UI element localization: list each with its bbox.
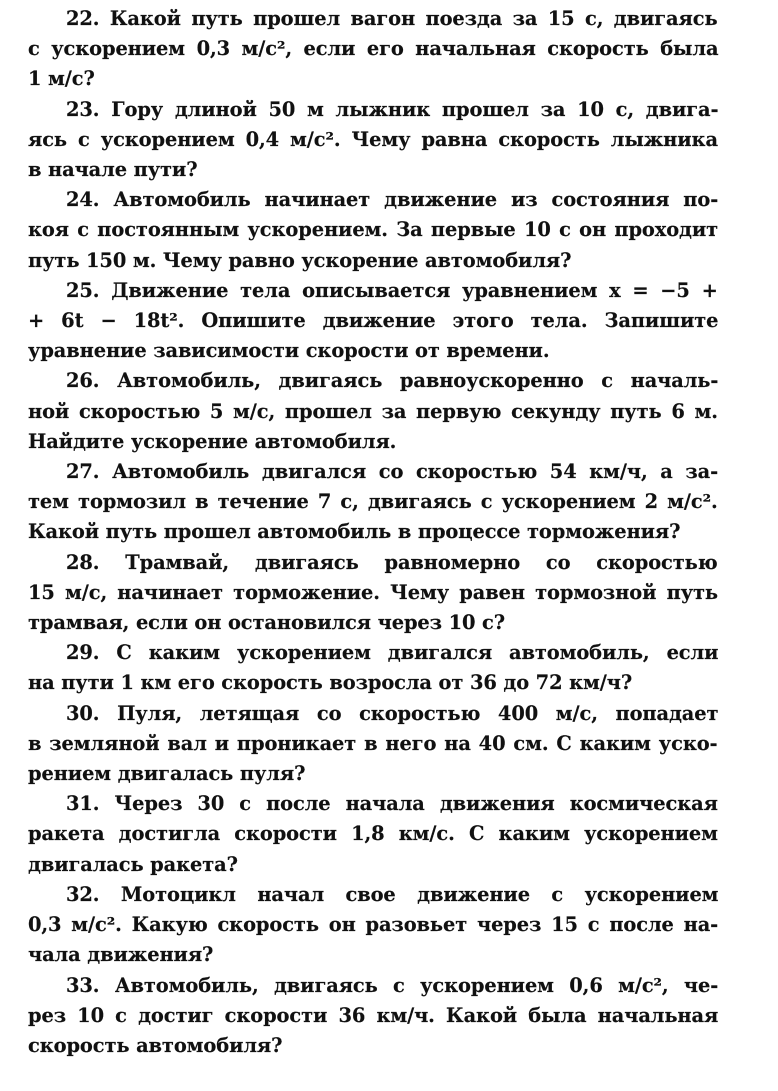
problem-line bbox=[28, 306, 718, 336]
problem-text: 1 м/с? bbox=[28, 67, 95, 91]
problem-line bbox=[28, 215, 718, 245]
problem-line bbox=[28, 638, 718, 668]
problem-number: 25. bbox=[66, 278, 100, 302]
problem-number: 22. bbox=[66, 7, 100, 30]
problem-line bbox=[28, 789, 718, 819]
problem-text: уравнение зависимости скорости от времени. bbox=[28, 339, 550, 363]
problem-line bbox=[28, 276, 718, 306]
problem-24 bbox=[28, 185, 718, 276]
problem-line bbox=[28, 155, 718, 185]
problem-text: Через 30 с после начала движения космическая bbox=[114, 792, 718, 816]
problem-text: рез 10 с достиг скорости 36 км/ч. Какой была начальная bbox=[28, 1003, 719, 1027]
problem-text: + 6t − 18t². Опишите движение этого тела. Запишите bbox=[28, 309, 719, 333]
problem-31 bbox=[28, 789, 718, 880]
problem-text: Автомобиль начинает движение из состояния по- bbox=[113, 188, 719, 212]
problem-line bbox=[28, 125, 718, 155]
problem-number: 26. bbox=[66, 369, 100, 393]
problem-line bbox=[28, 1031, 718, 1061]
problem-text: Какой путь прошел автомобиль в процессе торможения? bbox=[28, 520, 681, 544]
problem-text: Автомобиль, двигаясь с ускорением 0,6 м/с², че- bbox=[114, 973, 719, 997]
problem-27 bbox=[28, 457, 718, 548]
problem-number: 27. bbox=[66, 460, 100, 484]
problem-number: 23. bbox=[66, 97, 100, 121]
problem-line bbox=[28, 336, 718, 366]
problem-line bbox=[28, 397, 718, 427]
problem-text: ной скоростью 5 м/с, прошел за первую секунду путь 6 м. bbox=[28, 399, 718, 423]
problem-number: 30. bbox=[66, 701, 100, 725]
problem-line bbox=[28, 699, 718, 729]
problem-line bbox=[28, 246, 718, 276]
problem-text: в земляной вал и проникает в него на 40 см. С каким уско- bbox=[28, 731, 718, 755]
problem-line bbox=[28, 64, 718, 94]
problem-line bbox=[28, 4, 718, 34]
problem-line bbox=[28, 819, 718, 849]
problem-text: скорость автомобиля? bbox=[28, 1033, 283, 1057]
problem-number: 33. bbox=[66, 973, 100, 997]
problem-line bbox=[28, 729, 718, 759]
problem-text: Какой путь прошел вагон поезда за 15 с, двигаясь bbox=[109, 7, 718, 30]
problem-text: двигалась ракета? bbox=[28, 852, 238, 876]
problem-text: ракета достигла скорости 1,8 км/с. С каким ускорением bbox=[28, 822, 718, 846]
problem-33 bbox=[28, 971, 718, 1062]
problem-text: коя с постоянным ускорением. За первые 10 с он проходит bbox=[28, 218, 719, 242]
problem-number: 32. bbox=[66, 882, 100, 906]
problem-text: путь 150 м. Чему равно ускорение автомобиля? bbox=[28, 248, 572, 272]
problem-number: 24. bbox=[66, 188, 100, 212]
problem-26 bbox=[28, 366, 718, 457]
problem-32 bbox=[28, 880, 718, 971]
problem-line bbox=[28, 668, 718, 698]
problem-text: рением двигалась пуля? bbox=[28, 762, 306, 786]
problem-line bbox=[28, 517, 718, 547]
problem-text: на пути 1 км его скорость возросла от 36 до 72 км/ч? bbox=[28, 671, 633, 695]
problem-line bbox=[28, 940, 718, 970]
problem-28 bbox=[28, 548, 718, 639]
problem-25 bbox=[28, 276, 718, 367]
problem-text: с ускорением 0,3 м/с², если его начальная скорость была bbox=[28, 37, 719, 61]
problem-text: в начале пути? bbox=[28, 158, 198, 182]
problem-22 bbox=[28, 4, 718, 95]
problem-text: Автомобиль, двигаясь равноускоренно с началь- bbox=[117, 369, 719, 393]
problem-line bbox=[28, 548, 718, 578]
problem-line bbox=[28, 366, 718, 396]
problem-line bbox=[28, 1001, 718, 1031]
problem-line bbox=[28, 95, 718, 125]
problem-line bbox=[28, 759, 718, 789]
problem-line bbox=[28, 971, 718, 1001]
problem-text: чала движения? bbox=[28, 943, 214, 967]
problem-line bbox=[28, 185, 718, 215]
problem-text: Пуля, летящая со скоростью 400 м/с, попадает bbox=[117, 701, 719, 725]
problem-text: 15 м/с, начинает торможение. Чему равен тормозной путь bbox=[28, 580, 718, 604]
problem-text: Трамвай, двигаясь равномерно со скоростью bbox=[125, 550, 718, 574]
problem-line bbox=[28, 457, 718, 487]
problem-text: С каким ускорением двигался автомобиль, если bbox=[116, 641, 719, 665]
problem-23 bbox=[28, 95, 718, 186]
problem-number: 29. bbox=[66, 641, 100, 665]
problem-line bbox=[28, 608, 718, 638]
problem-29 bbox=[28, 638, 718, 698]
problem-line bbox=[28, 487, 718, 517]
problem-line bbox=[28, 34, 718, 64]
problem-text: Найдите ускорение автомобиля. bbox=[28, 429, 397, 453]
problem-text: Гору длиной 50 м лыжник прошел за 10 с, двига- bbox=[111, 97, 719, 121]
problem-line bbox=[28, 850, 718, 880]
problem-line bbox=[28, 910, 718, 940]
problem-text: Движение тела описывается уравнением x = −5 + bbox=[111, 278, 718, 302]
problem-line bbox=[28, 880, 718, 910]
problem-list bbox=[28, 4, 718, 1061]
problem-line bbox=[28, 427, 718, 457]
problem-text: 0,3 м/с². Какую скорость он разовьет через 15 с после на- bbox=[28, 913, 719, 937]
problem-30 bbox=[28, 699, 718, 790]
problem-text: тем тормозил в течение 7 с, двигаясь с ускорением 2 м/с². bbox=[28, 490, 718, 514]
problem-text: ясь с ускорением 0,4 м/с². Чему равна скорость лыжника bbox=[28, 127, 718, 151]
problem-line bbox=[28, 578, 718, 608]
problem-number: 28. bbox=[66, 550, 100, 574]
problem-number: 31. bbox=[66, 792, 100, 816]
problem-text: Мотоцикл начал свое движение с ускорением bbox=[120, 882, 719, 906]
problem-text: трамвая, если он остановился через 10 с? bbox=[28, 611, 505, 635]
problem-text: Автомобиль двигался со скоростью 54 км/ч, а за- bbox=[112, 460, 719, 484]
